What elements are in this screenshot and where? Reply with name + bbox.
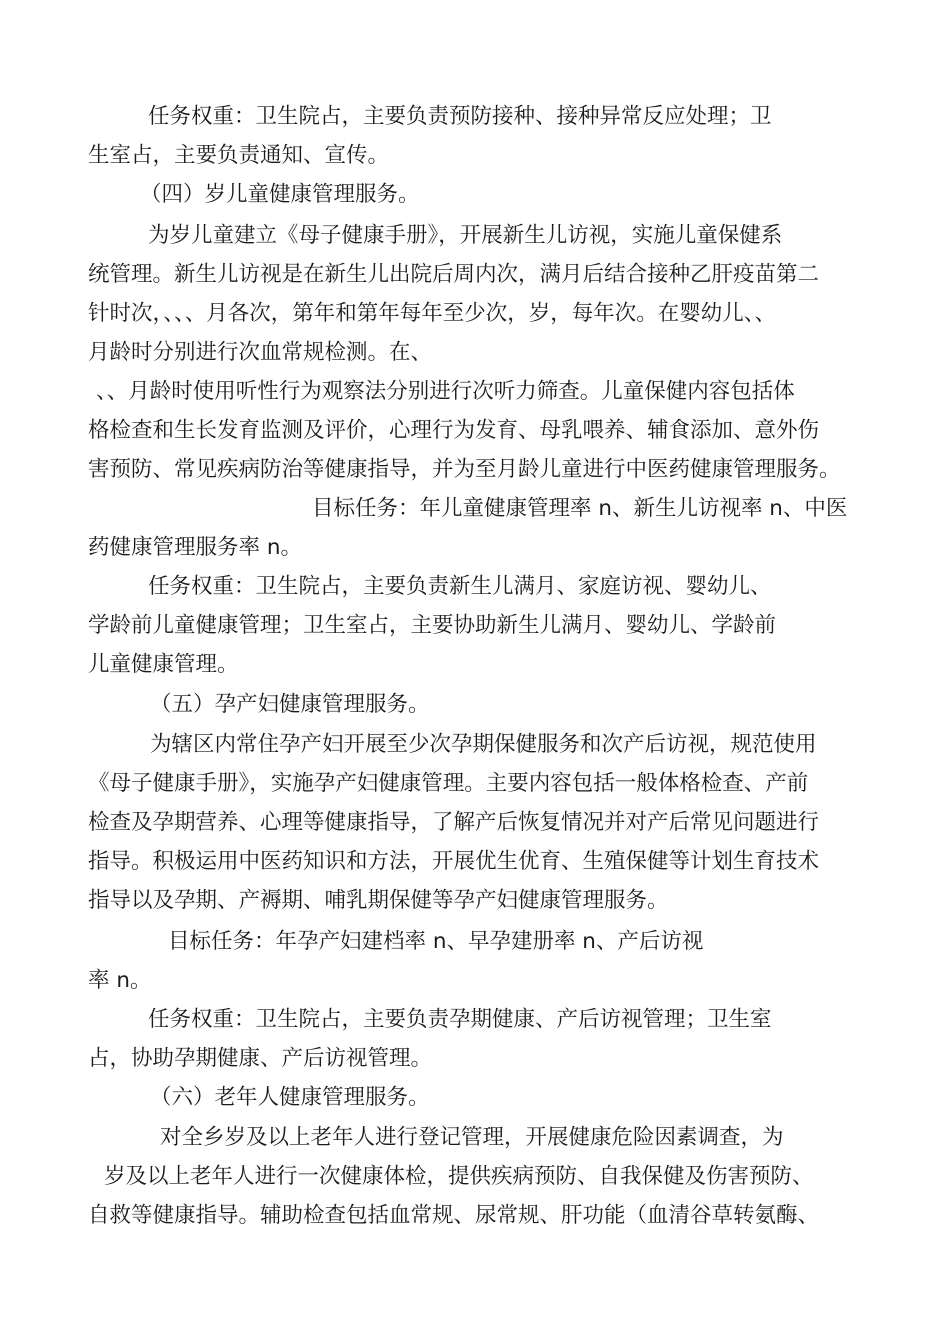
text-line: 任务权重：卫生院占，主要负责孕期健康、产后访视管理；卫生室 <box>148 1007 772 1032</box>
text-line: 率 n。 <box>88 968 152 993</box>
text-line: 自救等健康指导。辅助检查包括血常规、尿常规、肝功能（血清谷草转氨酶、 <box>88 1203 820 1228</box>
text-line: 生室占，主要负责通知、宣传。 <box>88 143 390 168</box>
text-line: 任务权重：卫生院占，主要负责新生儿满月、家庭访视、婴幼儿、 <box>148 574 772 599</box>
text-line: 为辖区内常住孕产妇开展至少次孕期保健服务和次产后访视，规范使用 <box>150 732 817 757</box>
text-line: 占，协助孕期健康、产后访视管理。 <box>88 1046 433 1071</box>
section-heading: （四）岁儿童健康管理服务。 <box>140 182 420 207</box>
text-line: 统管理。新生儿访视是在新生儿出院后周内次，满月后结合接种乙肝疫苗第二 <box>88 262 820 287</box>
text-line: 月龄时分别进行次血常规检测。在、 <box>88 340 433 365</box>
text-line: 、、月龄时使用听性行为观察法分别进行次听力筛查。儿童保健内容包括体 <box>96 379 795 404</box>
text-line: 《母子健康手册》，实施孕产妇健康管理。主要内容包括一般体格检查、产前 <box>88 771 809 796</box>
text-line: 格检查和生长发育监测及评价，心理行为发育、母乳喂养、辅食添加、意外伤 <box>88 418 820 443</box>
text-line: 对全乡岁及以上老年人进行登记管理，开展健康危险因素调查，为 <box>160 1125 784 1150</box>
text-line: 药健康管理服务率 n。 <box>88 535 302 560</box>
text-line: 岁及以上老年人进行一次健康体检，提供疾病预防、自我保健及伤害预防、 <box>104 1164 814 1189</box>
text-line: 目标任务：年孕产妇建档率 n、早孕建册率 n、产后访视 <box>168 929 704 954</box>
text-line: 儿童健康管理。 <box>88 652 239 677</box>
text-line: 针时次，、、、月各次，第年和第年每年至少次，岁，每年次。在婴幼儿、、 <box>88 301 777 326</box>
section-heading: （五）孕产妇健康管理服务。 <box>150 692 430 717</box>
text-line: 指导以及孕期、产褥期、哺乳期保健等孕产妇健康管理服务。 <box>88 888 669 913</box>
text-line: 指导。积极运用中医药知识和方法，开展优生优育、生殖保健等计划生育技术 <box>88 849 820 874</box>
text-line: 检查及孕期营养、心理等健康指导，了解产后恢复情况并对产后常见问题进行 <box>88 810 820 835</box>
section-heading: （六）老年人健康管理服务。 <box>150 1085 430 1110</box>
text-line: 害预防、常见疾病防治等健康指导，并为至月龄儿童进行中医药健康管理服务。 <box>88 457 841 482</box>
text-line: 目标任务：年儿童健康管理率 n、新生儿访视率 n、中医 <box>312 496 848 521</box>
text-line: 任务权重：卫生院占，主要负责预防接种、接种异常反应处理；卫 <box>148 104 772 129</box>
text-line: 学龄前儿童健康管理；卫生室占，主要协助新生儿满月、婴幼儿、学龄前 <box>88 613 777 638</box>
text-line: 为岁儿童建立《母子健康手册》，开展新生儿访视，实施儿童保健系 <box>148 223 783 248</box>
